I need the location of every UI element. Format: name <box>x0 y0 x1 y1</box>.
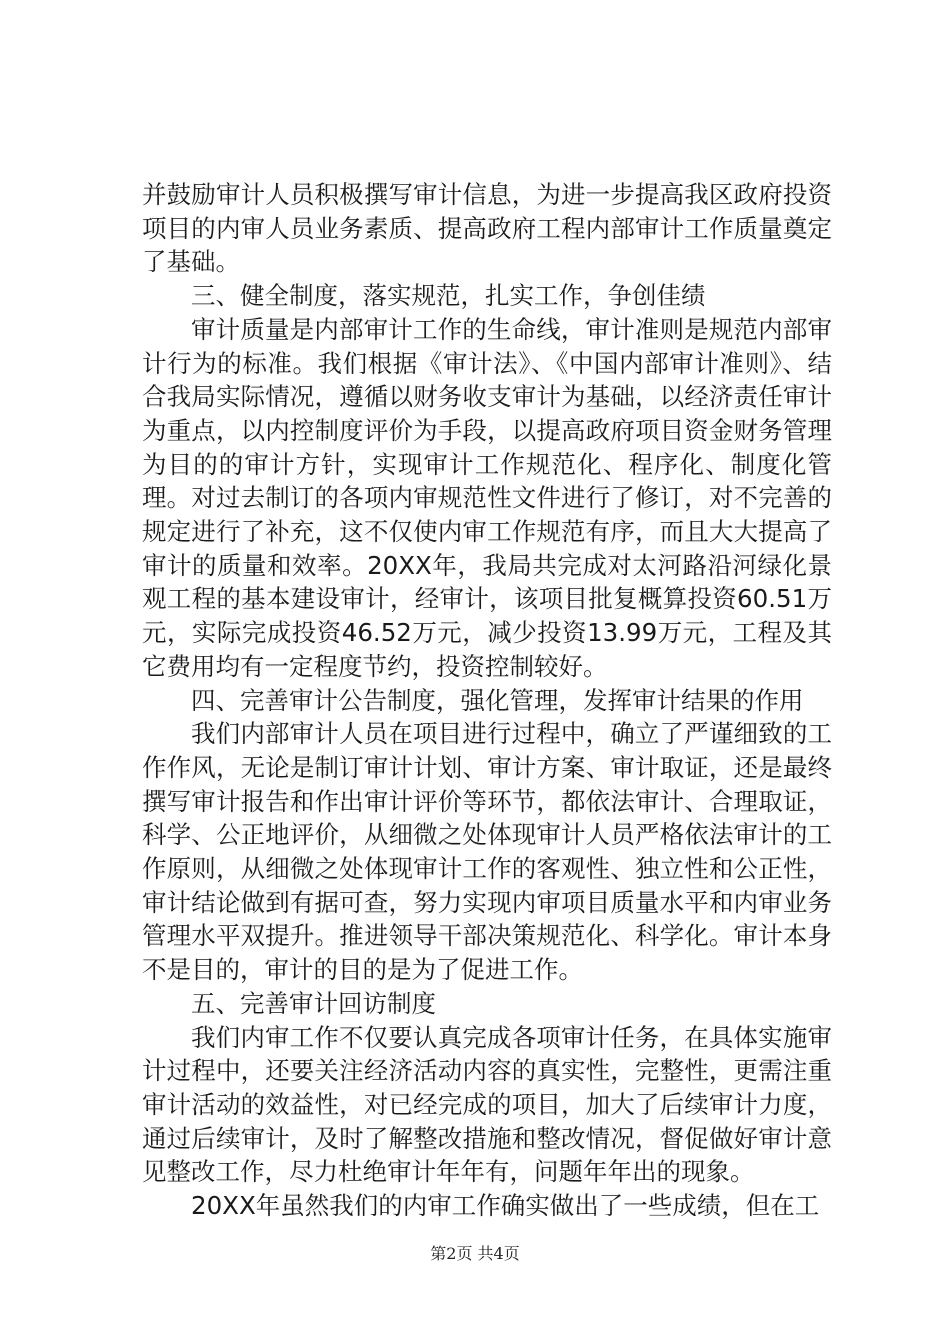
paragraph-summary-start: 20XX年虽然我们的内审工作确实做出了一些成绩，但在工 <box>191 1191 820 1221</box>
section-heading-5: 五、完善审计回访制度 <box>191 988 436 1018</box>
document-body <box>142 178 832 1223</box>
paragraph-follow-up-audit: 我们内审工作不仅要认真完成各项审计任务，在具体实施审计过程中，还要关注经济活动内容的真实性，完整性，更需注重审计活动的效益性，对已经完成的项目，加大了后续审计力度，通过后续审计，及时了解整改措施和整改情况，督促做好审计意见整改工作，尽力杜绝审计年年有，问题年年出的现象。 <box>142 1022 832 1187</box>
section-heading-4: 四、完善审计公告制度，强化管理，发挥审计结果的作用 <box>191 685 804 715</box>
paragraph-audit-personnel: 我们内部审计人员在项目进行过程中，确立了严谨细致的工作作风，无论是制订审计计划、审计方案、审计取证，还是最终撰写审计报告和作出审计评价等环节，都依法审计、合理取证，科学、公正地评价，从细微之处体现审计人员严格依法审计的工作原则，从细微之处体现审计工作的客观性、独立性和公正性，审计结论做到有据可查，努力实现内审项目质量水平和内审业务管理水平双提升。推进领导干部决策规范化、科学化。审计本身不是目的，审计的目的是为了促进工作。 <box>142 719 832 985</box>
paragraph-audit-quality: 审计质量是内部审计工作的生命线，审计准则是规范内部审计行为的标准。我们根据《审计法》、《中国内部审计准则》、结合我局实际情况，遵循以财务收支审计为基础，以经济责任审计为重点，以内控制度评价为手段，以提高政府项目资金财务管理为目的的审计方针，实现审计工作规范化、程序化、制度化管理。对过去制订的各项内审规范性文件进行了修订，对不完善的规定进行了补充，这不仅使内审工作规范有序，而且大大提高了审计的质量和效率。20XX年，我局共完成对太河路沿河绿化景观工程的基本建设审计，经审计，该项目批复概算投资60.51万元，实际完成投资46.52万元，减少投资13.99万元，工程及其它费用均有一定程度节约，投资控制较好。 <box>142 314 832 681</box>
paragraph-continuation: 并鼓励审计人员积极撰写审计信息，为进一步提高我区政府投资项目的内审人员业务素质、提高政府工程内部审计工作质量奠定了基础。 <box>142 180 832 277</box>
page-footer: 第2页 共4页 <box>430 1244 520 1263</box>
section-heading-3: 三、健全制度，落实规范，扎实工作，争创佳绩 <box>191 281 706 311</box>
